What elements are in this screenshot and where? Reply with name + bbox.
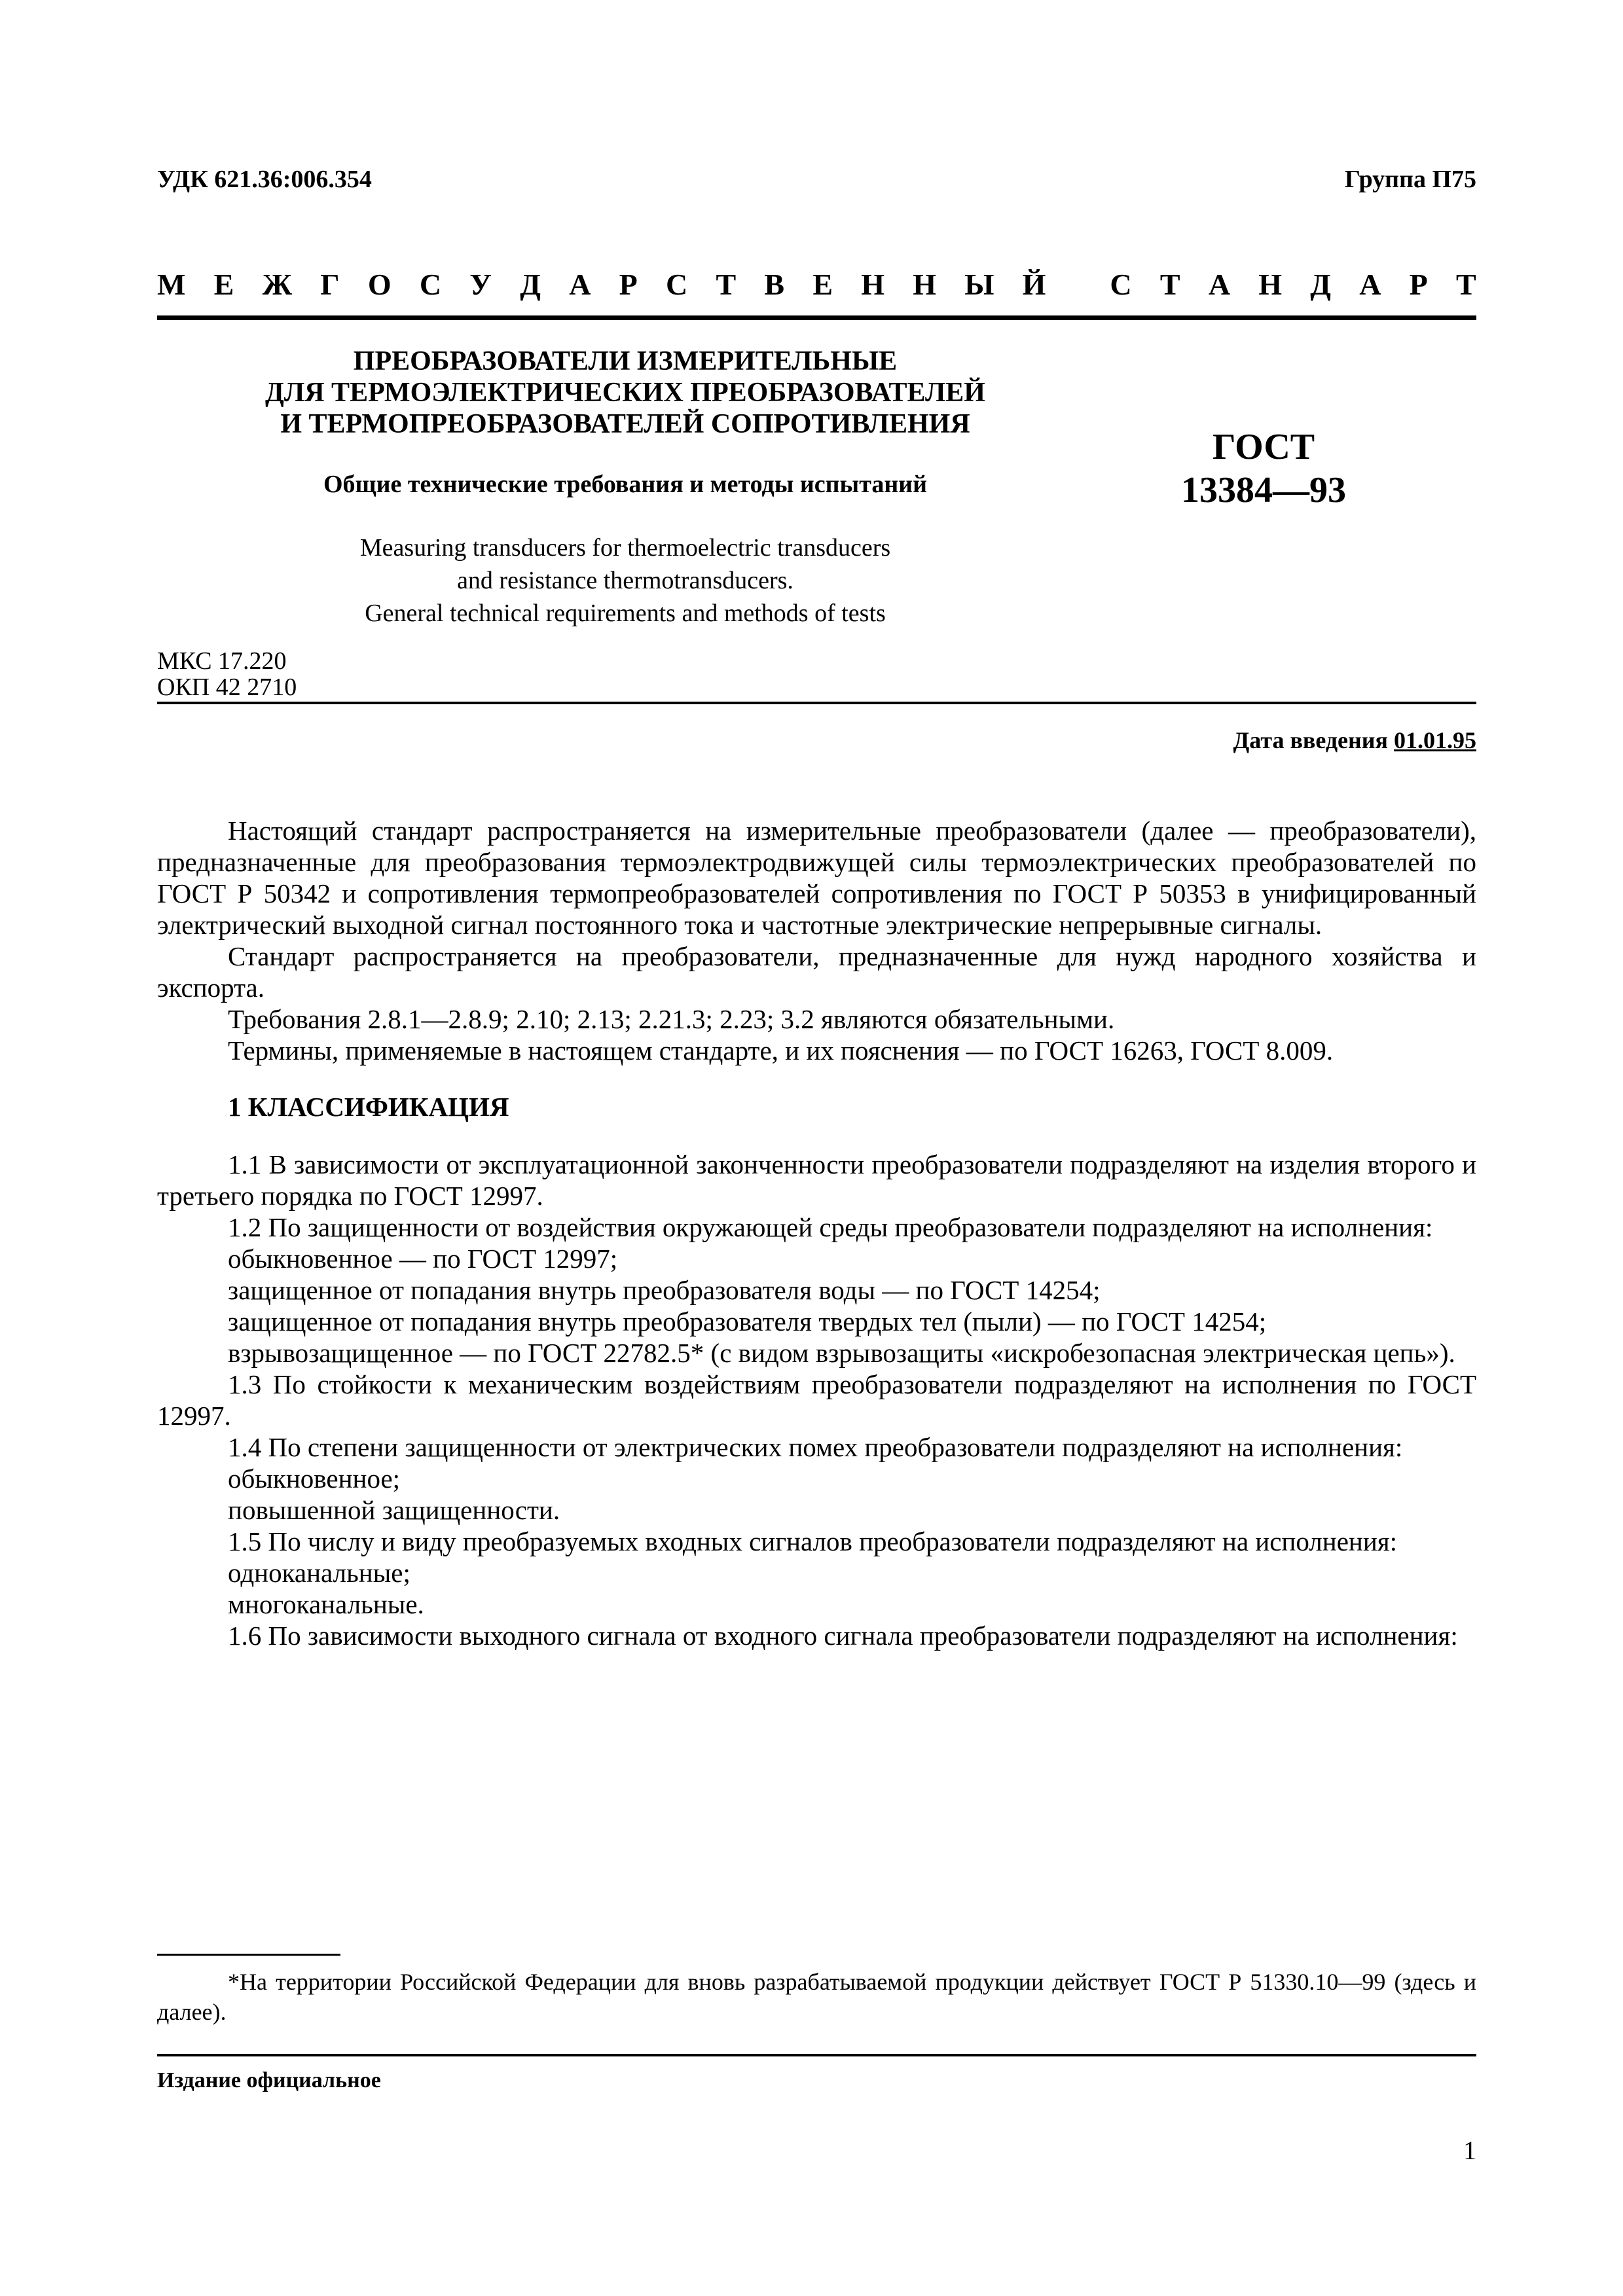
document-subtitle: Общие технические требования и методы испытаний [323,471,928,498]
footnote-separator [157,1954,340,1956]
clause-1-5-item: одноканальные; [228,1558,410,1588]
clause-1-5: 1.5 По числу и виду преобразуемых входных сигналов преобразователи подразделяют на исполнения: [228,1526,1398,1556]
codes-rule [157,702,1476,704]
paragraph-mandatory: Требования 2.8.1—2.8.9; 2.10; 2.13; 2.21.3; 2.23; 3.2 являются обязательными. [228,1004,1115,1034]
banner-rule [157,315,1476,320]
banner-letter: Д [1310,268,1331,301]
gost-label: ГОСТ [1212,427,1315,467]
banner-letter: Т [716,268,737,301]
gost-code: 13384—93 [1181,470,1346,511]
paragraph-applicability: Стандарт распространяется на преобразователи, предназначенные для нужд народного хозяйства и экспорта. [157,941,1476,1003]
banner-letter: М [157,268,186,301]
english-title-line-2: and resistance thermotransducers. [457,567,793,594]
clause-1-1: 1.1 В зависимости от эксплуатационной законченности преобразователи подразделяют на изделия второго и третьего порядка по ГОСТ 12997. [157,1149,1476,1211]
paragraph-scope: Настоящий стандарт распространяется на измерительные преобразователи (далее — преобразователи), предназначенные для преобразования термоэлектродвижущей силы термоэлектрических преобразователей по ГОСТ Р 50342 и сопротивления термопреобразователей сопротивления по ГОСТ Р 50353 в унифицированный электрический выходной сигнал постоянного тока и частотные электрические непрерывные сигналы. [157,816,1476,940]
clause-1-5-item: многоканальные. [228,1589,424,1619]
banner-letter: В [764,268,785,301]
udk-code: УДК 621.36:006.354 [157,166,372,193]
banner-letter: С [419,268,442,301]
section-heading-classification: 1 КЛАССИФИКАЦИЯ [228,1092,509,1122]
footer-rule [157,2054,1476,2056]
banner-letter: Ы [964,268,994,301]
standard-banner [157,267,1476,302]
title-line-1: ПРЕОБРАЗОВАТЕЛИ ИЗМЕРИТЕЛЬНЫЕ [353,346,898,376]
document-title [157,346,1093,440]
gost-number [1113,425,1414,512]
clause-1-4-item: повышенной защищенности. [228,1495,560,1525]
clause-1-2: 1.2 По защищенности от воздействия окружающей среды преобразователи подразделяют на исполнения: [228,1212,1433,1242]
banner-letter: А [1359,268,1381,301]
introduction-date [1233,726,1477,754]
banner-letter: У [469,268,492,301]
english-title-line-3: General technical requirements and methods of tests [365,600,886,627]
paragraph-terms: Термины, применяемые в настоящем стандарте, и их пояснения — по ГОСТ 16263, ГОСТ 8.009. [228,1035,1334,1066]
clause-1-2-item: защищенное от попадания внутрь преобразователя твердых тел (пыли) — по ГОСТ 14254; [228,1306,1267,1336]
intro-date-value: 01.01.95 [1394,727,1476,753]
classification-codes [157,648,297,700]
banner-letter: Р [619,268,638,301]
banner-letter: С [1110,268,1132,301]
banner-letter [1074,267,1082,302]
banner-letter: Н [913,268,937,301]
title-line-2: ДЛЯ ТЕРМОЭЛЕКТРИЧЕСКИХ ПРЕОБРАЗОВАТЕЛЕЙ [265,378,985,408]
mks-code: МКС 17.220 [157,647,287,675]
document-body [157,815,1476,1651]
banner-letter: Д [520,268,541,301]
banner-letter: Е [213,268,234,301]
footnote-text: *На территории Российской Федерации для вновь разрабатываемой продукции действует ГОСТ Р 51330.10—99 (здесь и далее). [157,1969,1476,2025]
banner-letter: А [569,268,591,301]
english-title [157,531,1093,630]
banner-letter: Е [812,268,833,301]
banner-letter: Ж [262,268,293,301]
banner-letter: Р [1409,268,1428,301]
banner-letter: Т [1456,268,1476,301]
clause-1-4-item: обыкновенное; [228,1463,401,1494]
banner-letter: Н [861,268,885,301]
banner-letter: Г [320,268,340,301]
edition-label: Издание официальное [157,2068,381,2092]
banner-letter: О [367,268,392,301]
okp-code: ОКП 42 2710 [157,673,297,701]
banner-letter: А [1208,268,1231,301]
footnote [157,1967,1476,2027]
banner-letter: С [666,268,688,301]
banner-letter: Т [1159,268,1180,301]
intro-date-label: Дата введения [1233,727,1388,753]
clause-1-2-item: защищенное от попадания внутрь преобразователя воды — по ГОСТ 14254; [228,1275,1101,1305]
group-code: Группа П75 [1344,166,1476,193]
clause-1-6: 1.6 По зависимости выходного сигнала от входного сигнала преобразователи подразделяют на исполнения: [228,1621,1458,1651]
banner-letter: Й [1022,268,1046,301]
english-title-line-1: Measuring transducers for thermoelectric transducers [359,534,891,562]
page-number: 1 [1463,2136,1476,2165]
title-line-3: И ТЕРМОПРЕОБРАЗОВАТЕЛЕЙ СОПРОТИВЛЕНИЯ [280,409,970,439]
clause-1-2-item: обыкновенное — по ГОСТ 12997; [228,1244,618,1274]
banner-letter: Н [1258,268,1283,301]
clause-1-2-item: взрывозащищенное — по ГОСТ 22782.5* (с видом взрывозащиты «искробезопасная электрическая цепь»). [228,1338,1455,1368]
clause-1-3: 1.3 По стойкости к механическим воздействиям преобразователи подразделяют на исполнения по ГОСТ 12997. [157,1369,1476,1431]
clause-1-4: 1.4 По степени защищенности от электрических помех преобразователи подразделяют на исполнения: [228,1432,1403,1462]
